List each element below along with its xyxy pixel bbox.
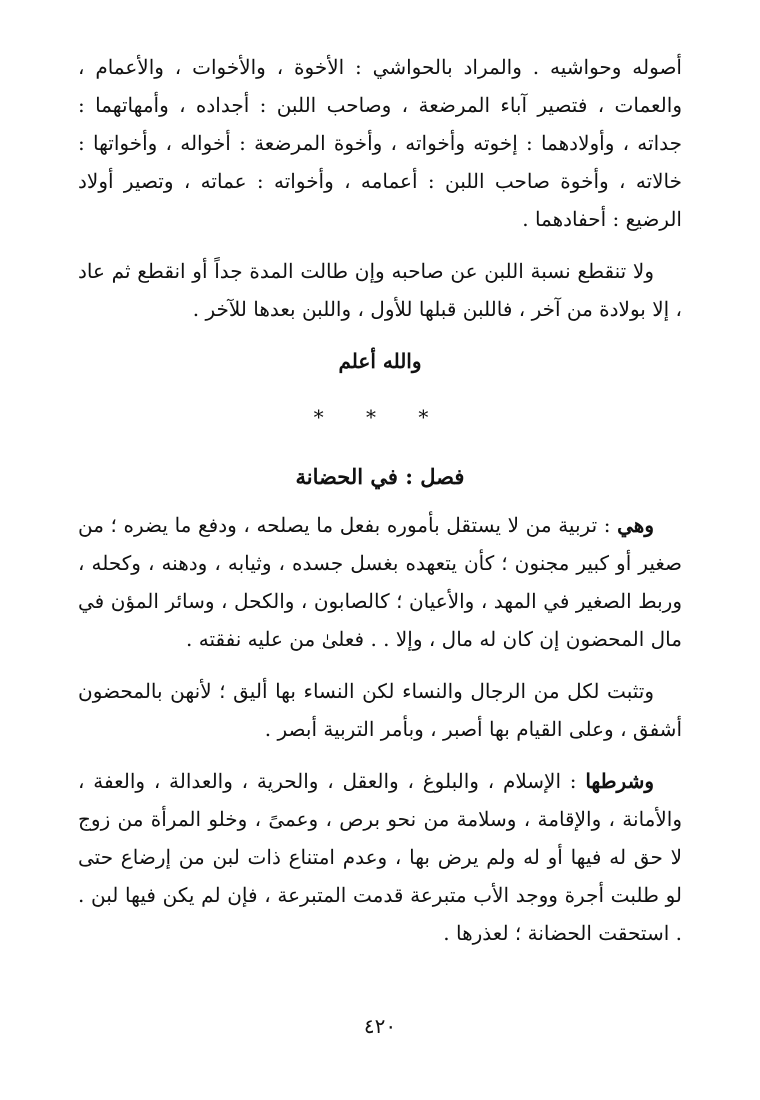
section-title: فصل : في الحضانة (295, 464, 465, 489)
paragraph-conditions (78, 762, 682, 952)
paragraph-text: : تربية من لا يستقل بأموره بفعل ما يصلحه ، ودفع ما يضره ؛ من صغير أو كبير مجنون ؛ كأن يتعهده بغسل جسده ، وثيابه ، ودهنه ، وكحله ، وربط الصغير في المهد ، والأعيان ؛ كالصابون ، والكحل ، وسائر المؤن في مال المحضون إن كان له مال ، وإلا . . فعلىٰ من عليه نفقته . (78, 513, 682, 651)
paragraph-entitlement: وتثبت لكل من الرجال والنساء لكن النساء بها أليق ؛ لأنهن بالمحضون أشفق ، وعلى القيام بها أصبر ، وبأمر التربية أبصر . (78, 679, 682, 741)
page-number: ٤٢٠ (363, 1014, 397, 1038)
paragraph-lead-word: وشرطها (585, 769, 654, 793)
paragraph-kinship: أصوله وحواشيه . والمراد بالحواشي : الأخوة ، والأخوات ، والأعمام ، والعمات ، فتصير آباء المرضعة ، وصاحب اللبن : أجداده ، وأمهاتهما : جداته ، وأولادهما : إخوته وأخواته ، وأخوة المرضعة : أخواله ، وأخواتها : خالاته ، وأخوة صاحب اللبن : أعمامه ، وأخواته : عماته ، وتصير أولاد الرضيع : أحفادهما . (78, 55, 682, 231)
paragraph-lead-word: وهي (617, 513, 654, 537)
section-separator: * * * (313, 405, 447, 429)
paragraph-text: : الإسلام ، والبلوغ ، والعقل ، والحرية ، والعدالة ، والعفة ، والأمانة ، والإقامة ، وسلامة من نحو برص ، وعمىً ، وخلو المرأة من زوج لا حق له فيها أو له ولم يرض بها ، وعدم امتناع ذات لبن من إرضاع حتى لو طلبت أجرة ووجد الأب متبرعة قدمت المتبرعة ، فإن لم يكن فيها لبن . . استحقت الحضانة ؛ لعذرها . (78, 769, 682, 945)
closing-phrase: والله أعلم (338, 349, 422, 373)
paragraph-definition (78, 506, 682, 658)
paragraph-milk-lineage: ولا تنقطع نسبة اللبن عن صاحبه وإن طالت المدة جداً أو انقطع ثم عاد ، إلا بولادة من آخر ، فاللبن قبلها للأول ، واللبن بعدها للآخر . (78, 259, 682, 321)
